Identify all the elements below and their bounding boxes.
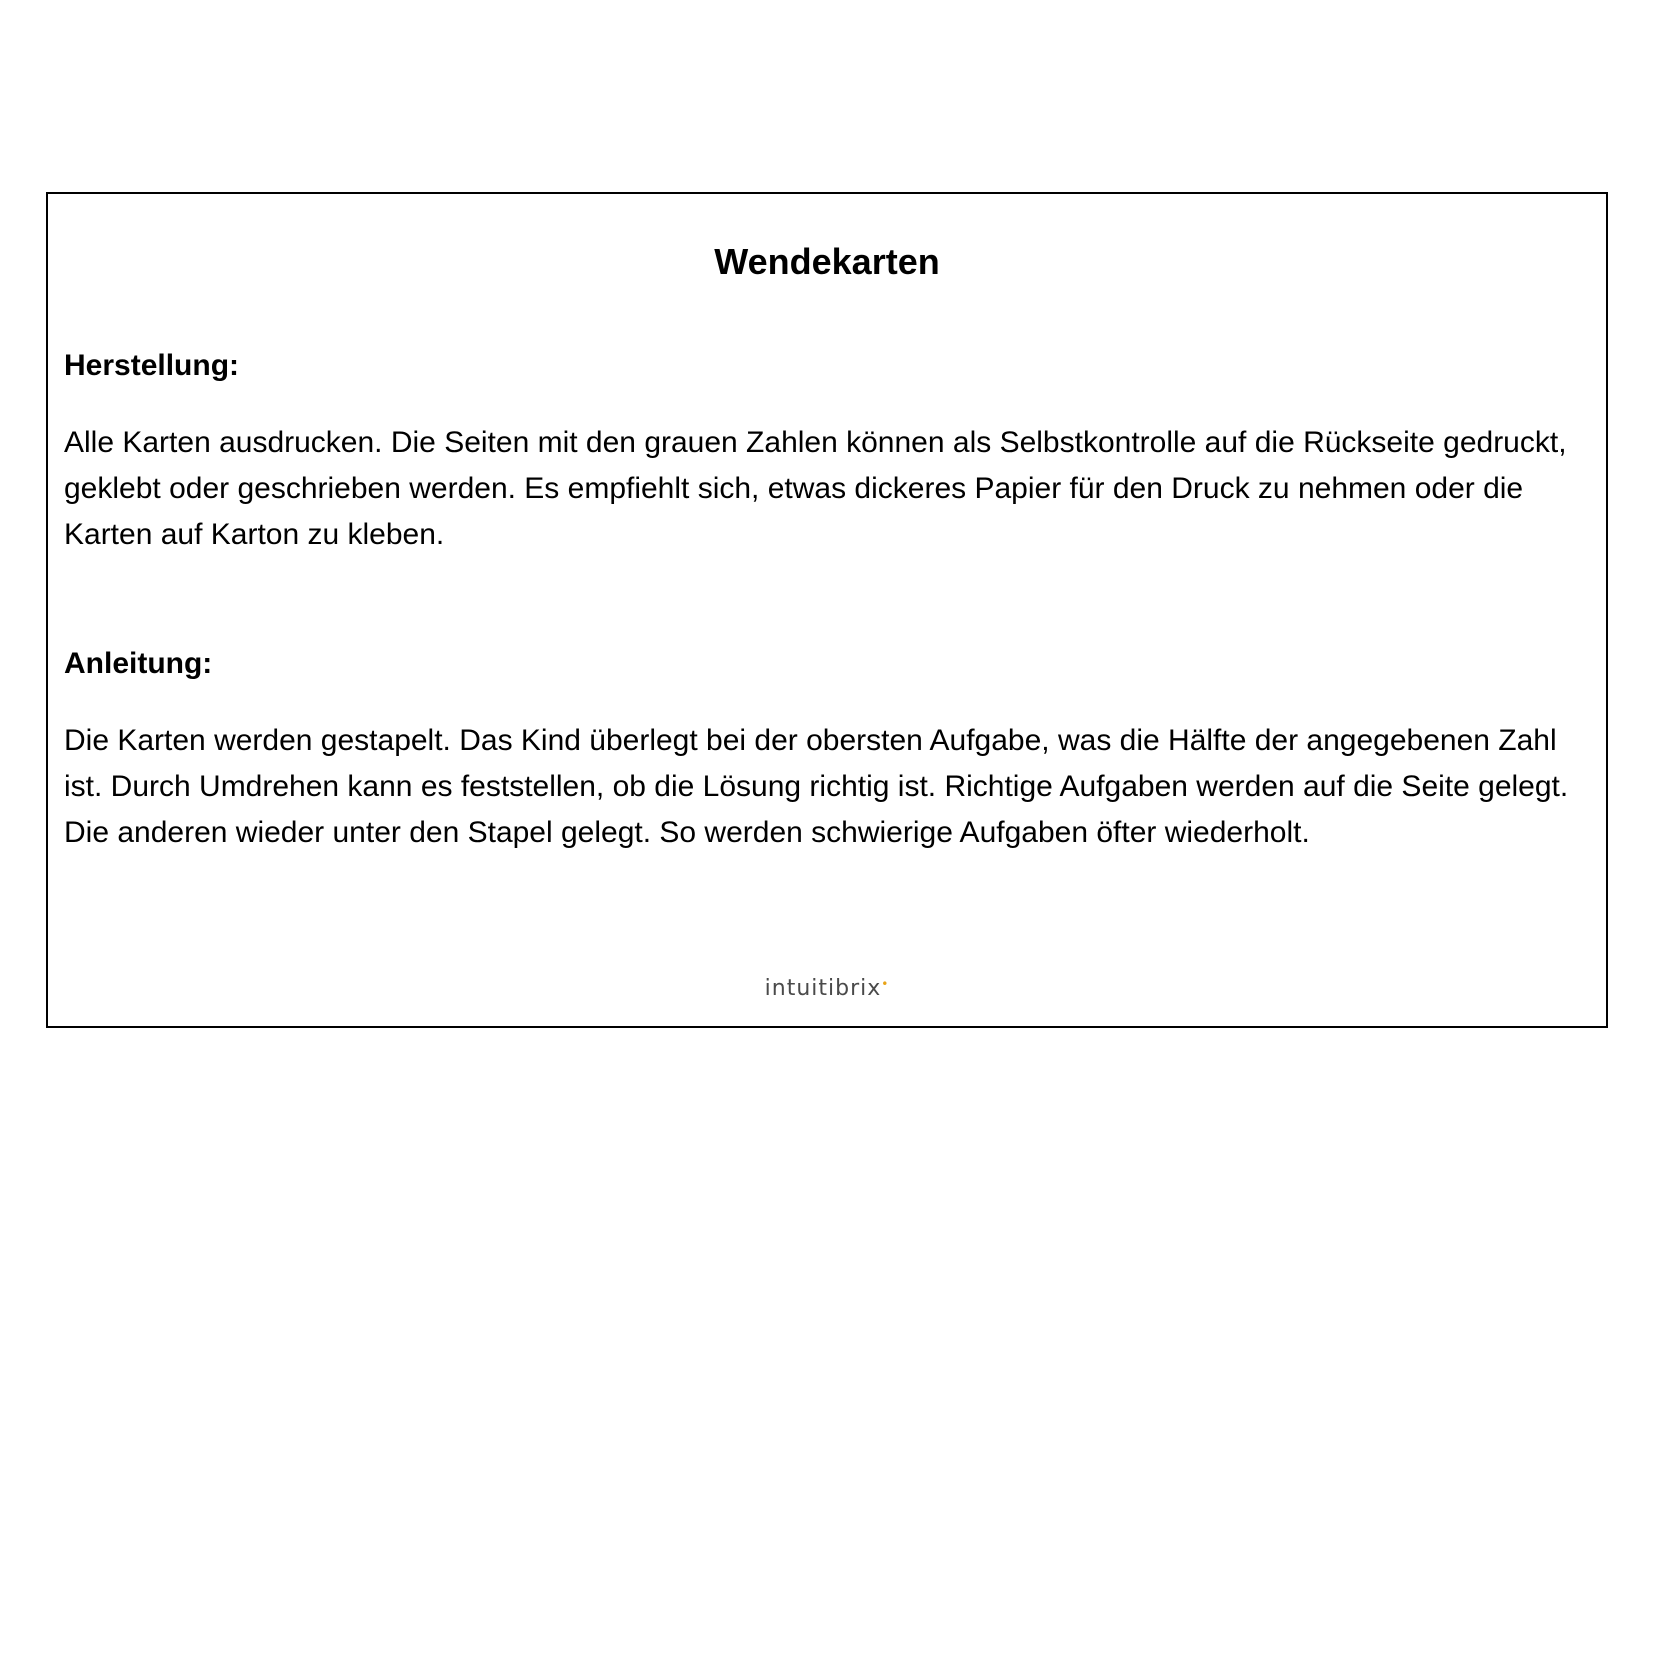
page-title: Wendekarten xyxy=(714,241,940,282)
section-text-herstellung: Alle Karten ausdrucken. Die Seiten mit den grauen Zahlen können als Selbstkontrolle auf die Rückseite gedruckt, geklebt oder geschrieben werden. Es empfiehlt sich, etwas dickeres Papier für den Druck zu nehmen oder die Karten auf Karton zu kleben. xyxy=(64,426,1567,551)
instruction-card xyxy=(46,192,1608,1028)
brand-logo-text: intuitibrix xyxy=(764,976,882,1001)
brand-logo xyxy=(48,978,1606,1000)
brand-logo-dot-icon: • xyxy=(881,977,890,991)
section-heading-anleitung: Anleitung: xyxy=(64,647,213,680)
section-text-anleitung: Die Karten werden gestapelt. Das Kind überlegt bei der obersten Aufgabe, was die Hälfte der angegebenen Zahl ist. Durch Umdrehen kann es feststellen, ob die Lösung richtig ist. Richtige Aufgaben werden auf die Seite gelegt. Die anderen wieder unter den Stapel gelegt. So werden schwierige Aufgaben öfter wiederholt. xyxy=(64,724,1569,849)
section-heading-herstellung: Herstellung: xyxy=(64,349,240,382)
